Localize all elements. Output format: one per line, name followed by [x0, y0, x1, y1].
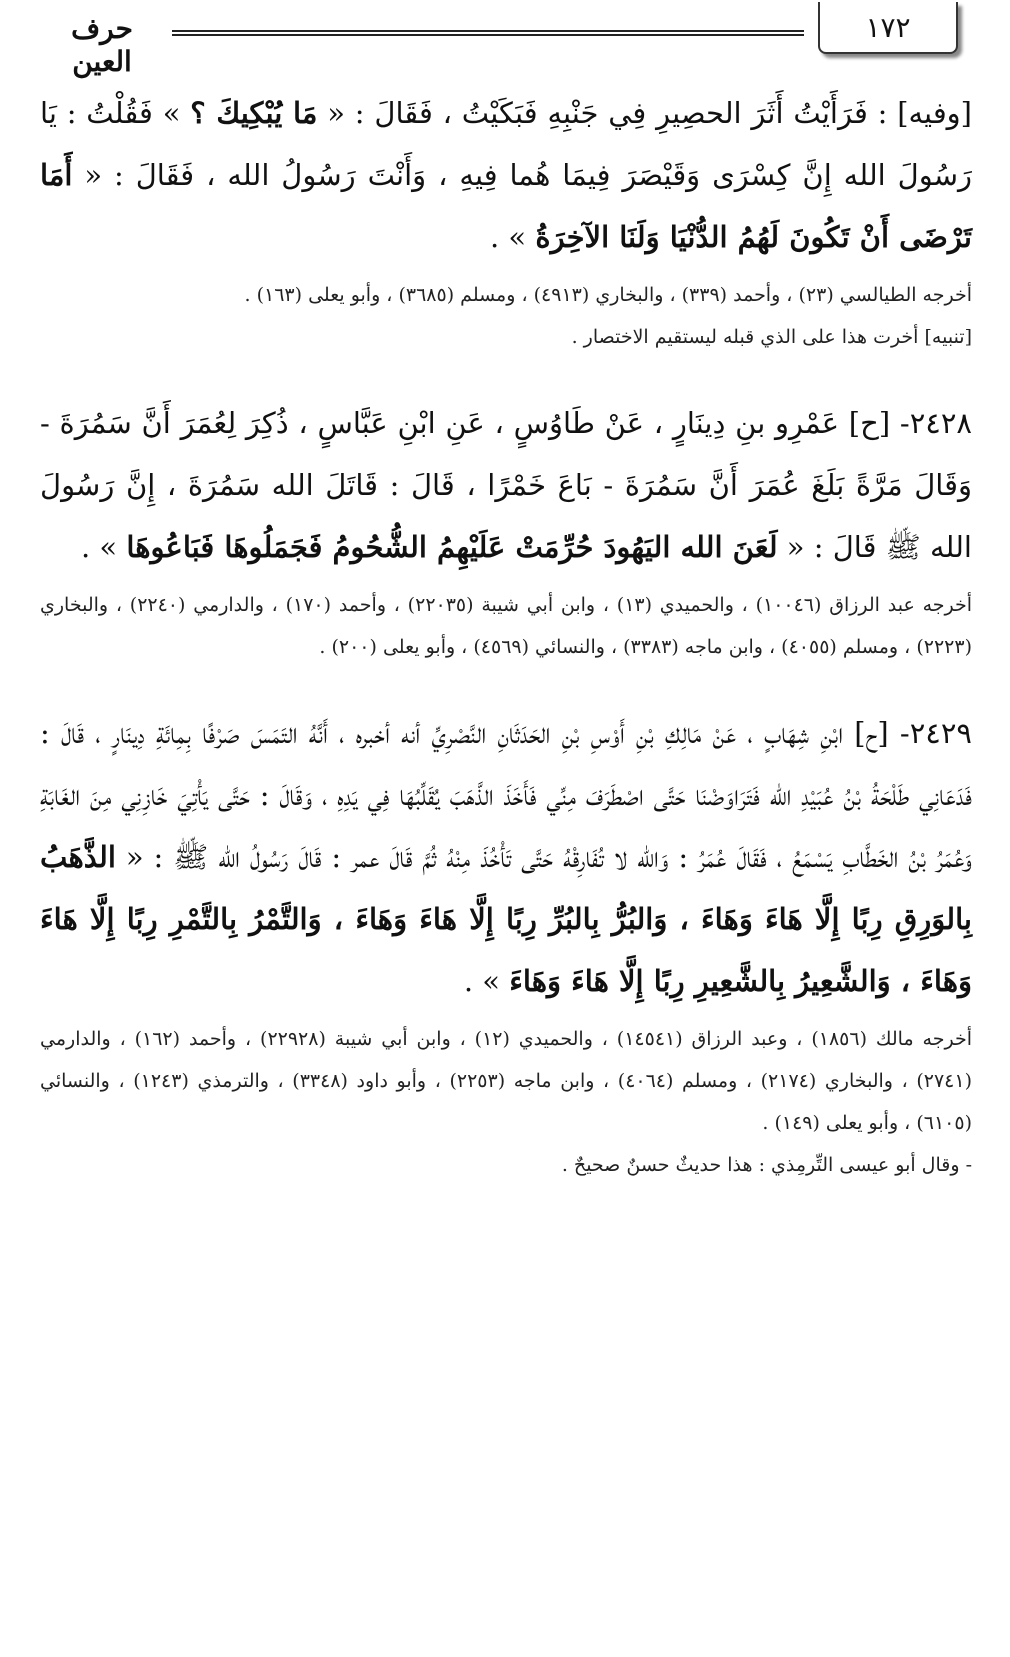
editor-note: [تنبيه] أخرت هذا على الذي قبله ليستقيم الاختصار . — [571, 326, 972, 348]
hadith-2429 — [40, 702, 972, 1186]
page-number-tab — [818, 2, 958, 54]
prophetic-saying: أَمَا تَرْضَى أَنْ تَكُونَ لَهُمُ الدُّنْيَا وَلَنَا الآخِرَةُ — [40, 158, 972, 254]
prophetic-saying: الذَّهَبُ بِالوَرِقِ رِبًا إِلَّا هَاءَ وَهَاءَ ، وَالبُرُّ بِالبُرِّ رِبًا إِلَّا هَاءَ وَهَاءَ ، وَالتَّمْرُ بِالتَّمْرِ رِبًا إِلَّا هَاءَ وَهَاءَ ، وَالشَّعِيرُ بِالشَّعِيرِ رِبًا إِلَّا هَاءَ وَهَاءَ — [40, 840, 972, 998]
prophetic-saying: لَعَنَ الله اليَهُودَ حُرِّمَتْ عَلَيْهِمُ الشُّحُومُ فَجَمَلُوهَا فَبَاعُوهَا — [126, 530, 778, 564]
prophetic-saying: مَا يُبْكِيكَ ؟ — [190, 96, 318, 130]
continuation-text: [وفيه] : فَرَأَيْتُ أَثَرَ الحصِيرِ فِي جَنْبِهِ فَبَكَيْتُ ، فَقَالَ : « مَا يُبْكِيكَ ؟ » فَقُلْتُ : يَا رَسُولَ الله إِنَّ كِسْرَى وَقَيْصَرَ فِيمَا هُما فِيهِ ، وَأَنْتَ رَسُولُ الله ، فَقَالَ : « أَمَا تَرْضَى أَنْ تَكُونَ لَهُمُ الدُّنْيَا وَلَنَا الآخِرَةُ » . — [40, 96, 972, 254]
takhrij-references: أخرجه الطيالسي (٢٣) ، وأحمد (٣٣٩) ، والبخاري (٤٩١٣) ، ومسلم (٣٦٨٥) ، وأبو يعلى (١٦٣) . — [244, 284, 972, 306]
hadith-2428 — [40, 392, 972, 668]
takhrij-references: أخرجه مالك (١٨٥٦) ، وعبد الرزاق (١٤٥٤١) ، والحميدي (١٢) ، وابن أبي شيبة (٢٢٩٢٨) ، وأحمد (١٦٢) ، والدارمي (٢٧٤١) ، والبخاري (٢١٧٤) ، ومسلم (٤٠٦٤) ، وابن ماجه (٢٢٥٣) ، وأبو داود (٣٣٤٨) ، والترمذي (١٢٤٣) ، والنسائي (٦١٠٥) ، وأبو يعلى (١٤٩) . — [40, 1028, 972, 1134]
takhrij-references: أخرجه عبد الرزاق (١٠٠٤٦) ، والحميدي (١٣) ، وابن أبي شيبة (٢٢٠٣٥) ، وأحمد (١٧٠) ، والدارمي (٢٢٤٠) ، والبخاري (٢٢٢٣) ، ومسلم (٤٠٥٥) ، وابن ماجه (٣٣٨٣) ، والنسائي (٤٥٦٩) ، وأبو يعلى (٢٠٠) . — [40, 594, 973, 658]
continuation-block — [40, 82, 972, 358]
page-number: ١٧٢ — [865, 10, 911, 44]
header-double-rule — [172, 30, 804, 36]
hadith-text: ٢٤٢٨- [ح] عَمْرِو بنِ دِينَارٍ ، عَنْ طَاوُسٍ ، عَنِ ابْنِ عَبَّاسٍ ، ذُكِرَ لِعُمَرَ أَنَّ سَمُرَةَ - وَقَالَ مَرَّةً بَلَغَ عُمَرَ أَنَّ سَمُرَةَ - بَاعَ خَمْرًا ، قَالَ : قَاتَلَ الله سَمُرَةَ ، إِنَّ رَسُولَ الله ﷺ قَالَ : « لَعَنَ الله اليَهُودَ حُرِّمَتْ عَلَيْهِمُ الشُّحُومُ فَجَمَلُوهَا فَبَاعُوهَا » . — [40, 406, 972, 564]
page-body — [40, 82, 972, 1186]
page-header — [0, 0, 1010, 78]
section-title: حرف العين — [71, 12, 133, 78]
hadith-text: ٢٤٢٩- [ح] ابْنِ شِهَابٍ ، عَنْ مَالِكِ بْنِ أَوْسِ بْنِ الحَدَثَانِ النَّصْرِيِّ أنه أخبره ، أَنَّهُ التَمَسَ صَرْفًا بِمِائَةِ دِينَارٍ ، قَالَ : فَدَعَانِي طَلْحَةُ بْنُ عُبَيْدِ الله فَتَرَاوَضْنَا حَتَّى اصْطَرَفَ مِنِّي فَأَخَذَ الذَّهَبَ يُقَلِّبُهَا فِي يَدِهِ ، وَقَالَ : حَتَّى يَأْتِيَ خَازِنِي مِنَ الغَابَةِ وَعُمَرُ بْنُ الخَطَّابِ يَسْمَعُ ، فَقَالَ عُمَرُ : وَالله لا تُفَارِقْهُ حَتَّى تَأْخُذَ مِنْهُ ثُمَّ قَالَ عمر : قَالَ رَسُولُ الله ﷺ : « الذَّهَبُ بِالوَرِقِ رِبًا إِلَّا هَاءَ وَهَاءَ ، وَالبُرُّ بِالبُرِّ رِبًا إِلَّا هَاءَ وَهَاءَ ، وَالتَّمْرُ بِالتَّمْرِ رِبًا إِلَّا هَاءَ وَهَاءَ ، وَالشَّعِيرُ بِالشَّعِيرِ رِبًا إِلَّا هَاءَ وَهَاءَ » . — [40, 716, 972, 998]
tirmidhi-grading: - وقال أبو عيسى التِّرمِذي : هذا حديثٌ حسنٌ صحيحٌ . — [561, 1154, 972, 1176]
